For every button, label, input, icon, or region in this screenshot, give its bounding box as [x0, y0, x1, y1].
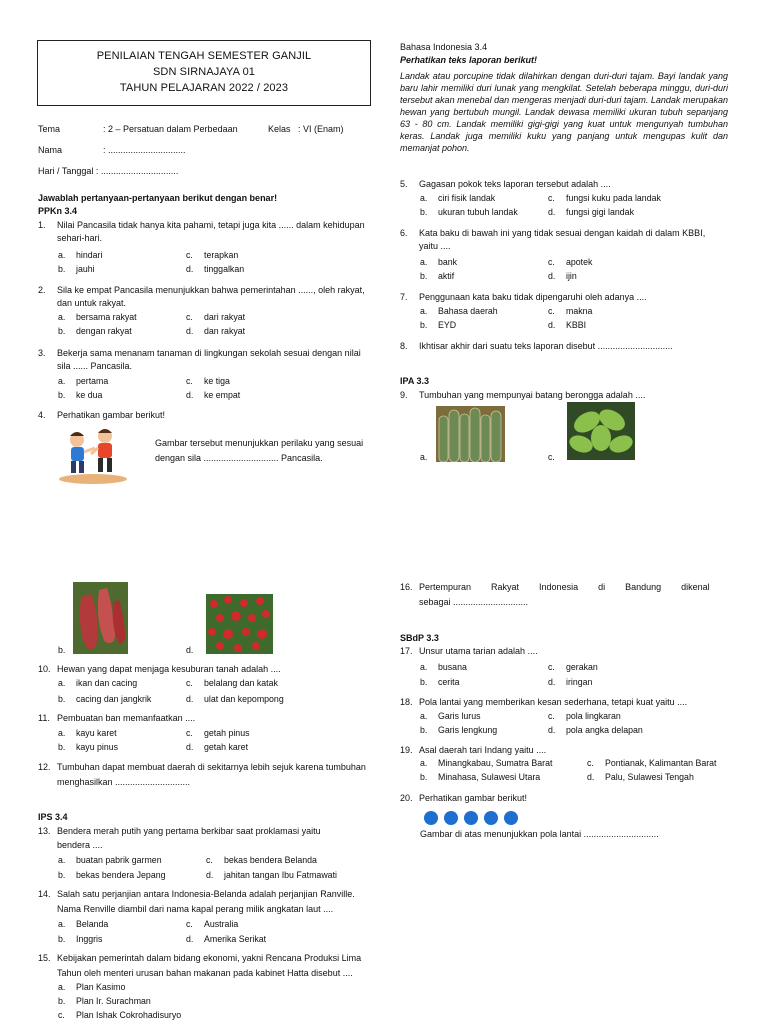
q19-option-d[interactable]: d. Palu, Sulawesi Tengah	[587, 772, 694, 782]
q17-option-a[interactable]: a. busana	[420, 662, 467, 672]
q7-option-c[interactable]: c. makna	[548, 306, 593, 316]
q19-option-a[interactable]: a. Minangkabau, Sumatra Barat	[420, 758, 553, 768]
q15-option-a[interactable]: a. Plan Kasimo	[58, 982, 126, 992]
floor-pattern-dot	[504, 811, 518, 825]
question-18: 18. Pola lantai yang memberikan kesan sederhana, tetapi kuat yaitu ....	[400, 697, 688, 707]
question-17: 17. Unsur utama tarian adalah ....	[400, 646, 538, 656]
tema-label: Tema	[38, 124, 61, 134]
question-12: 12. Tumbuhan dapat membuat daerah di sekitarnya lebih sejuk karena tumbuhan menghasilkan ..............................	[38, 762, 366, 787]
section-ips: IPS 3.4	[38, 812, 68, 822]
q9-option-c-label[interactable]: c.	[548, 452, 555, 462]
q18-option-d[interactable]: d. pola angka delapan	[548, 725, 643, 735]
question-3: 3. Bekerja sama menanam tanaman di lingkungan sekolah sesuai dengan nilai sila ...... Pancasila.	[38, 348, 361, 371]
q17-option-d[interactable]: d. iringan	[548, 677, 593, 687]
q10-option-b[interactable]: b. cacing dan jangkrik	[58, 694, 152, 704]
q18-option-b[interactable]: b. Garis lengkung	[420, 725, 498, 735]
exam-header-box	[37, 40, 371, 106]
q1-option-a[interactable]: a. hindari	[58, 250, 103, 260]
question-20: 20. Perhatikan gambar berikut!	[400, 793, 528, 803]
q2-option-a[interactable]: a. bersama rakyat	[58, 312, 137, 322]
q3-option-c[interactable]: c. ke tiga	[186, 376, 230, 386]
section-ipa: IPA 3.3	[400, 376, 430, 386]
section-ppkn: PPKn 3.4	[38, 206, 78, 216]
q1-option-b[interactable]: b. jauhi	[58, 264, 95, 274]
q7-option-d[interactable]: d. KBBI	[548, 320, 587, 330]
q2-option-c[interactable]: c. dari rakyat	[186, 312, 246, 322]
hari-tanggal[interactable]: Hari / Tanggal : ...............................	[38, 166, 179, 176]
question-8: 8. Ikhtisar akhir dari suatu teks laporan disebut ..............................	[400, 341, 673, 351]
q3-option-a[interactable]: a. pertama	[58, 376, 109, 386]
q15-option-b[interactable]: b. Plan Ir. Surachman	[58, 996, 151, 1006]
bindo-instruction: Perhatikan teks laporan berikut!	[400, 55, 538, 65]
q11-option-d[interactable]: d. getah karet	[186, 742, 249, 752]
q6-option-d[interactable]: d. ijin	[548, 271, 577, 281]
q10-option-a[interactable]: a. ikan dan cacing	[58, 678, 138, 688]
passage-landak: Landak atau porcupine tidak dilahirkan dengan duri-duri tajam. Bayi landak yang baru lahir memiliki duri lunak yang mengkilat. Setelah beberapa minggu, duri-duri tersebut akan menebal dan mengeras menjadi duri-duri tajam. Landak merupakan hewan yang bertubuh mungil. Landak dewasa memiliki ukuran tubuh sepanjang 63 - 80 cm. Landak memiliki gigi-gigi yang kuat untuk mengunyah tumbuhan keras. Landak juga memiliki kuku yang panjang untuk mengupas kulit dan memanjat pohon.	[400, 71, 728, 153]
nama-value[interactable]: : ...............................	[103, 145, 186, 155]
q14-option-c[interactable]: c. Australia	[186, 919, 239, 929]
q17-option-b[interactable]: b. cerita	[420, 677, 460, 687]
question-9: 9. Tumbuhan yang mempunyai batang berongga adalah ....	[400, 390, 646, 400]
q10-option-d[interactable]: d. ulat dan kepompong	[186, 694, 284, 704]
q11-option-c[interactable]: c. getah pinus	[186, 728, 250, 738]
q3-option-d[interactable]: d. ke empat	[186, 390, 241, 400]
question-11: 11. Pembuatan ban memanfaatkan ....	[38, 713, 196, 723]
question-2: 2. Sila ke empat Pancasila menunjukkan bahwa pemerintahan ......, oleh rakyat, dan untuk rakyat.	[38, 285, 365, 308]
academic-year: TAHUN PELAJARAN 2022 / 2023	[119, 82, 289, 94]
q13-option-a[interactable]: a. buatan pabrik garmen	[58, 855, 162, 865]
q13-option-c[interactable]: c. bekas bendera Belanda	[206, 855, 317, 865]
question-14: 14. Salah satu perjanjian antara Indonesia-Belanda adalah perjanjian Ranville. Nama Renville diambil dari nama kapal perang milik angkatan laut ....	[38, 889, 355, 914]
floor-pattern-dot	[484, 811, 498, 825]
q9-option-d-label[interactable]: d.	[186, 645, 194, 655]
q7-option-b[interactable]: b. EYD	[420, 320, 457, 330]
q18-option-a[interactable]: a. Garis lurus	[420, 711, 481, 721]
q14-option-d[interactable]: d. Amerika Serikat	[186, 934, 267, 944]
question-4: 4. Perhatikan gambar berikut!	[38, 410, 166, 420]
tema-value: : 2 – Persatuan dalam Perbedaan	[103, 124, 238, 134]
q1-option-c[interactable]: c. terapkan	[186, 250, 239, 260]
question-4-text: Gambar tersebut menunjukkan perilaku yang sesuai dengan sila .............................. Pancasila.	[155, 438, 364, 463]
q9-option-b-label[interactable]: b.	[58, 645, 66, 655]
q14-option-a[interactable]: a. Belanda	[58, 919, 109, 929]
q11-option-a[interactable]: a. kayu karet	[58, 728, 117, 738]
q3-option-b[interactable]: b. ke dua	[58, 390, 103, 400]
q18-option-c[interactable]: c. pola lingkaran	[548, 711, 621, 721]
kelas-label: Kelas	[268, 124, 291, 134]
section-sbdp: SBdP 3.3	[400, 633, 439, 643]
q19-option-c[interactable]: c. Pontianak, Kalimantan Barat	[587, 758, 717, 768]
nama-label: Nama	[38, 145, 63, 155]
question-10: 10. Hewan yang dapat menjaga kesuburan tanah adalah ....	[38, 664, 281, 674]
q11-option-b[interactable]: b. kayu pinus	[58, 742, 119, 752]
floor-pattern-dot	[444, 811, 458, 825]
q19-option-b[interactable]: b. Minahasa, Sulawesi Utara	[420, 772, 541, 782]
q5-option-b[interactable]: b. ukuran tubuh landak	[420, 207, 518, 217]
pitcher-plant-image[interactable]	[73, 582, 128, 654]
exam-title: PENILAIAN TENGAH SEMESTER GANJIL	[96, 50, 312, 62]
question-15: 15. Kebijakan pemerintah dalam bidang ekonomi, yakni Rencana Produksi Lima Tahun oleh menteri urusan bahan makanan pada kabinet Hatta disebut ....	[38, 953, 362, 978]
q7-option-a[interactable]: a. Bahasa daerah	[420, 306, 498, 316]
q5-option-a[interactable]: a. ciri fisik landak	[420, 193, 496, 203]
question-6: 6. Kata baku di bawah ini yang tidak sesuai dengan kaidah di dalam KBBI, yaitu ....	[400, 228, 706, 251]
question-1: 1. Nilai Pancasila tidak hanya kita pahami, tetapi juga kita ...... dalam kehidupan sehari-hari.	[38, 220, 365, 243]
q14-option-b[interactable]: b. Inggris	[58, 934, 103, 944]
q10-option-c[interactable]: c. belalang dan katak	[186, 678, 278, 688]
floor-pattern-dot	[424, 811, 438, 825]
q5-option-c[interactable]: c. fungsi kuku pada landak	[548, 193, 661, 203]
q2-option-b[interactable]: b. dengan rakyat	[58, 326, 132, 336]
q1-option-d[interactable]: d. tinggalkan	[186, 264, 245, 274]
question-13: 13. Bendera merah putih yang pertama berkibar saat proklamasi yaitu bendera ....	[38, 826, 321, 850]
question-20-text: Gambar di atas menunjukkan pola lantai ..............................	[420, 829, 659, 839]
question-7: 7. Penggunaan kata baku tidak dipengaruhi oleh adanya ....	[400, 292, 647, 302]
question-16: 16. Pertempuran Rakyat Indonesia di Bandung dikenal sebagai ..............................	[400, 582, 710, 607]
school-name: SDN SIRNAJAYA 01	[152, 66, 256, 78]
section-bindo: Bahasa Indonesia 3.4	[400, 42, 488, 52]
question-5: 5. Gagasan pokok teks laporan tersebut adalah ....	[400, 179, 611, 189]
q13-option-d[interactable]: d. jahitan tangan Ibu Fatmawati	[206, 870, 337, 880]
q6-option-c[interactable]: c. apotek	[548, 257, 593, 267]
q17-option-c[interactable]: c. gerakan	[548, 662, 598, 672]
question-19: 19. Asal daerah tari Indang yaitu ....	[400, 745, 547, 755]
q15-option-c[interactable]: c. Plan Ishak Cokrohadisuryo	[58, 1010, 182, 1020]
q13-option-b[interactable]: b. bekas bendera Jepang	[58, 870, 166, 880]
q2-option-d[interactable]: d. dan rakyat	[186, 326, 246, 336]
q6-option-b[interactable]: b. aktif	[420, 271, 455, 281]
instruction: Jawablah pertanyaan-pertanyaan berikut dengan benar!	[38, 193, 278, 203]
q6-option-a[interactable]: a. bank	[420, 257, 458, 267]
floor-pattern-dot	[464, 811, 478, 825]
q9-option-a-label[interactable]: a.	[420, 452, 428, 462]
kelas-value: : VI (Enam)	[298, 124, 344, 134]
water-lettuce-image[interactable]	[567, 402, 635, 460]
roses-image[interactable]	[206, 594, 273, 654]
children-fighting-image	[55, 424, 130, 486]
q5-option-d[interactable]: d. fungsi gigi landak	[548, 207, 634, 217]
cactus-image[interactable]	[436, 406, 505, 462]
